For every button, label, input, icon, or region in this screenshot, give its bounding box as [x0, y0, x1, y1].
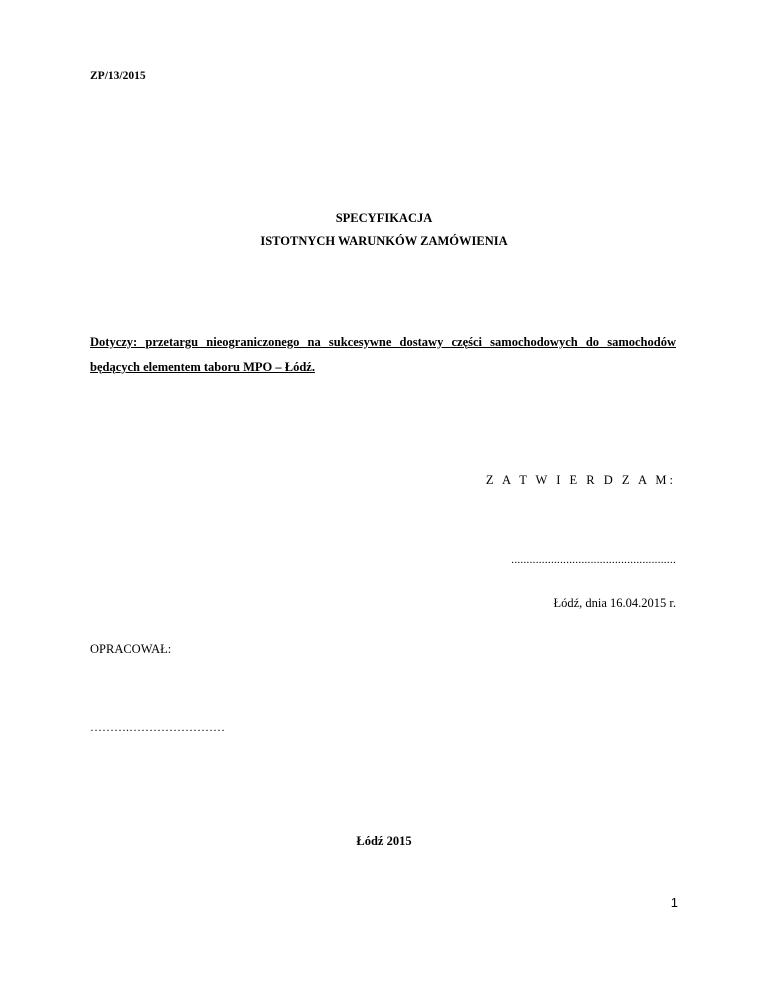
approval-signature-line: ......................................................	[511, 554, 676, 566]
page-number: 1	[670, 895, 678, 910]
prepared-signature-line: ……….……………………	[90, 720, 225, 734]
reference-number: ZP/13/2015	[90, 70, 146, 82]
approval-label: Z A T W I E R D Z A M:	[485, 473, 676, 487]
prepared-by-label: OPRACOWAŁ:	[90, 642, 172, 656]
document-title-line1: SPECYFIKACJA	[335, 211, 433, 225]
subject-paragraph: Dotyczy: przetargu nieograniczonego na sukcesywne dostawy części samochodowych do samochodów będących elementem taboru MPO – Łódź.	[90, 335, 676, 374]
document-title-line2: ISTOTNYCH WARUNKÓW ZAMÓWIENIA	[260, 234, 508, 248]
date-line: Łódź, dnia 16.04.2015 r.	[553, 596, 676, 610]
footer-place-year: Łódź 2015	[356, 834, 412, 848]
